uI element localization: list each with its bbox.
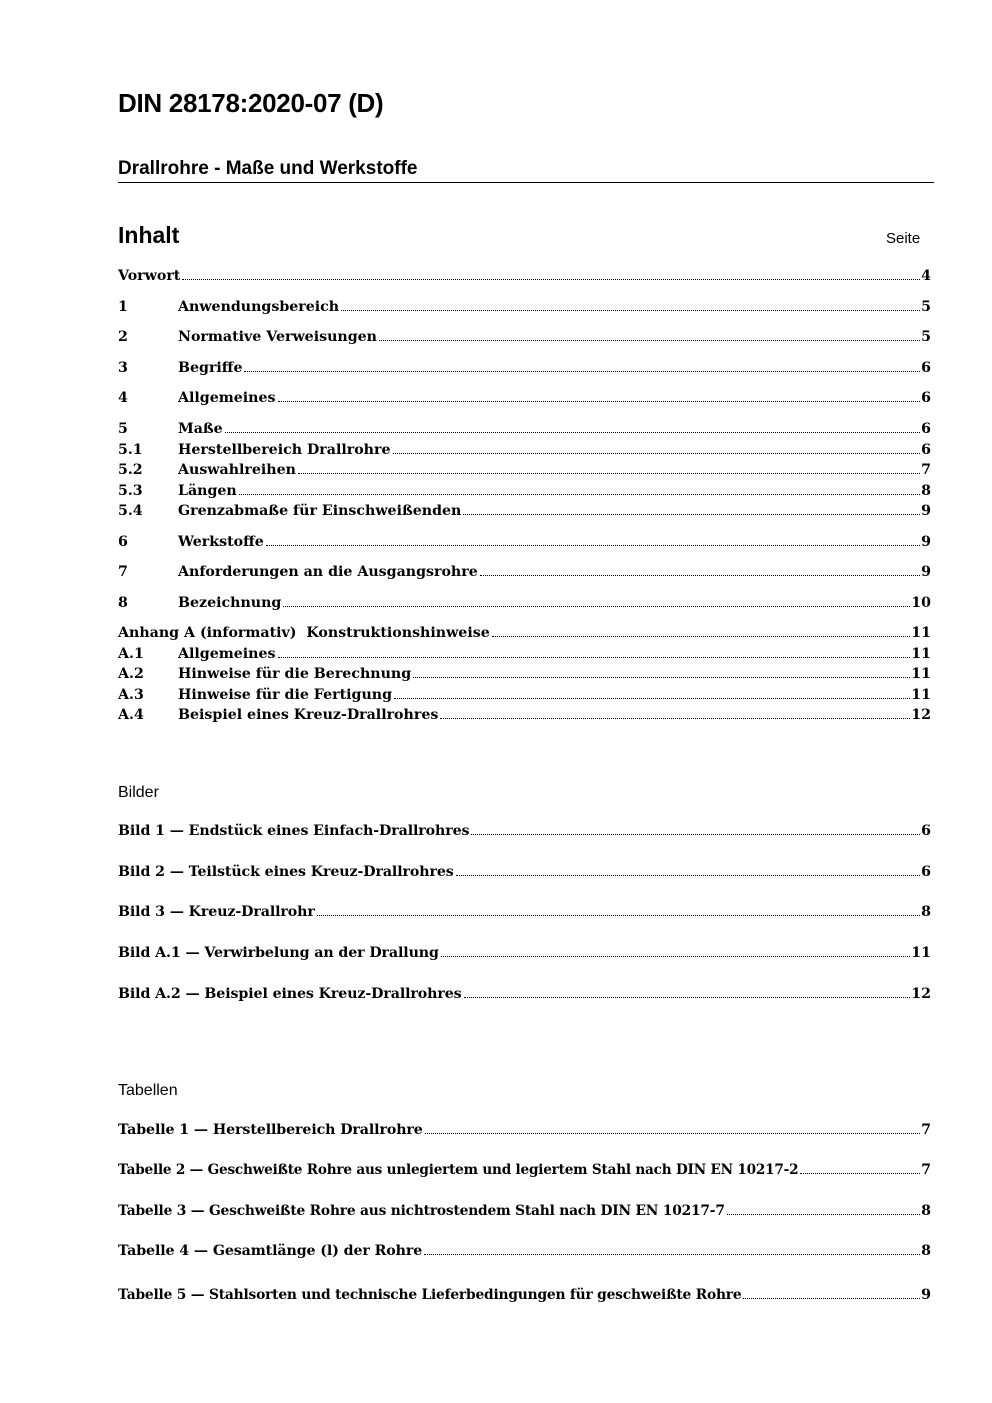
dot-leader [283, 606, 910, 607]
toc-entry-page: 11 [911, 666, 931, 682]
table-entry-text: Tabelle 3 — Geschweißte Rohre aus nichtrostendem Stahl nach DIN EN 10217-7 [118, 1203, 725, 1219]
toc-entry-text: Beispiel eines Kreuz-Drallrohres [178, 707, 439, 723]
toc-entry-number: 1 [118, 299, 128, 315]
dot-leader [244, 371, 920, 372]
toc-entry-text: Auswahlreihen [178, 462, 296, 478]
toc-entry[interactable] [118, 360, 931, 380]
toc-entry[interactable] [118, 646, 931, 666]
dot-leader [278, 657, 911, 658]
toc-entry-text: Herstellbereich Drallrohre [178, 442, 391, 458]
table-entry-text: Tabelle 2 — Geschweißte Rohre aus unlegiertem und legiertem Stahl nach DIN EN 10217-2 [118, 1162, 799, 1178]
table-entry-page: 9 [921, 1287, 931, 1303]
toc-entry-page: 7 [921, 462, 931, 478]
toc-entry-number: 7 [118, 564, 128, 580]
dot-leader [492, 636, 911, 637]
dot-leader [441, 956, 910, 957]
toc-entry[interactable] [118, 462, 931, 482]
table-entry[interactable] [118, 1162, 931, 1182]
toc-entry-number: 6 [118, 534, 128, 550]
toc-entry[interactable] [118, 329, 931, 349]
toc-entry-number: 5.2 [118, 462, 143, 478]
table-entry[interactable] [118, 1122, 931, 1142]
toc-entry[interactable] [118, 625, 931, 645]
toc-entry-text: Grenzabmaße für Einschweißenden [178, 503, 462, 519]
toc-entry[interactable] [118, 421, 931, 441]
dot-leader [239, 494, 920, 495]
table-entry[interactable] [118, 1203, 931, 1223]
dot-leader [393, 453, 921, 454]
toc-entry-text: Längen [178, 483, 237, 499]
dot-leader [225, 432, 920, 433]
table-entry-text: Tabelle 4 — Gesamtlänge (l) der Rohre [118, 1243, 423, 1259]
toc-entry-number: A.4 [118, 707, 144, 723]
toc-entry[interactable] [118, 299, 931, 319]
toc-entry[interactable] [118, 707, 931, 727]
toc-entry[interactable] [118, 687, 931, 707]
toc-entry-text: Begriffe [178, 360, 243, 376]
toc-entry-text: Bezeichnung [178, 595, 282, 611]
toc-entry[interactable] [118, 666, 931, 686]
dot-leader [800, 1173, 920, 1174]
toc-entry-page: 6 [921, 390, 931, 406]
toc-heading: Inhalt [118, 222, 180, 248]
dot-leader [463, 514, 920, 515]
dot-leader [464, 997, 911, 998]
dot-leader [379, 340, 920, 341]
table-entry-page: 7 [921, 1162, 931, 1178]
table-entry-page: 8 [921, 1243, 931, 1259]
figure-entry-text: Bild 1 — Endstück eines Einfach-Drallrohres [118, 823, 470, 839]
toc-entry-number: 5 [118, 421, 128, 437]
figure-entry-text: Bild A.1 — Verwirbelung an der Drallung [118, 945, 439, 961]
toc-entry-text: Anwendungsbereich [178, 299, 340, 315]
table-entry-page: 7 [921, 1122, 931, 1138]
figure-entry-page: 6 [921, 864, 931, 880]
figure-entry-text: Bild A.2 — Beispiel eines Kreuz-Drallrohres [118, 986, 462, 1002]
figure-entry-text: Bild 2 — Teilstück eines Kreuz-Drallrohres [118, 864, 454, 880]
toc-entry-page: 9 [921, 503, 931, 519]
toc-entry-number: 3 [118, 360, 128, 376]
document-id: DIN 28178:2020-07 (D) [118, 88, 384, 118]
toc-entry-text: Normative Verweisungen [178, 329, 377, 345]
toc-entry-text: Anforderungen an die Ausgangsrohre [178, 564, 478, 580]
dot-leader [394, 698, 910, 699]
table-entry-text: Tabelle 5 — Stahlsorten und technische Lieferbedingungen für geschweißte Rohre [118, 1287, 742, 1303]
figure-entry-page: 12 [911, 986, 931, 1002]
tables-heading: Tabellen [118, 1082, 178, 1099]
figure-entry-page: 6 [921, 823, 931, 839]
toc-entry-page: 12 [911, 707, 931, 723]
toc-entry-number: 5.4 [118, 503, 143, 519]
toc-entry-page: 9 [921, 534, 931, 550]
toc-entry-number: A.1 [118, 646, 144, 662]
toc-entry-page: 6 [921, 442, 931, 458]
figure-entry-page: 11 [911, 945, 931, 961]
toc-entry-page: 5 [921, 299, 931, 315]
toc-entry-page: 4 [921, 268, 931, 284]
toc-entry-page: 6 [921, 360, 931, 376]
dot-leader [456, 875, 920, 876]
dot-leader [743, 1298, 920, 1299]
toc-entry-page: 10 [911, 595, 931, 611]
toc-entry-number: 4 [118, 390, 128, 406]
dot-leader [278, 401, 921, 402]
dot-leader [425, 1133, 920, 1134]
title-divider [118, 182, 934, 183]
dot-leader [727, 1214, 920, 1215]
dot-leader [480, 575, 920, 576]
toc-entry-number: 8 [118, 595, 128, 611]
toc-entry-page: 11 [911, 646, 931, 662]
toc-entry-text: Vorwort [118, 268, 181, 284]
figure-entry[interactable] [118, 864, 931, 884]
figure-entry[interactable] [118, 904, 931, 924]
toc-entry-number: A.3 [118, 687, 144, 703]
dot-leader [440, 718, 910, 719]
toc-entry[interactable] [118, 595, 931, 615]
table-entry-page: 8 [921, 1203, 931, 1219]
dot-leader [298, 473, 920, 474]
toc-entry-text: Anhang A (informativ) Konstruktionshinweise [118, 625, 490, 641]
document-title: Drallrohre - Maße und Werkstoffe [118, 158, 418, 179]
toc-entry[interactable] [118, 534, 931, 554]
dot-leader [471, 834, 920, 835]
table-entry[interactable] [118, 1243, 931, 1263]
toc-entry-page: 9 [921, 564, 931, 580]
toc-entry-number: 5.3 [118, 483, 143, 499]
toc-entry[interactable] [118, 442, 931, 462]
toc-entry-number: A.2 [118, 666, 144, 682]
toc-entry-text: Allgemeines [178, 390, 276, 406]
toc-entry-text: Hinweise für die Berechnung [178, 666, 412, 682]
toc-entry-text: Allgemeines [178, 646, 276, 662]
dot-leader [266, 545, 920, 546]
toc-entry[interactable] [118, 390, 931, 410]
toc-entry-text: Hinweise für die Fertigung [178, 687, 393, 703]
toc-entry-page: 5 [921, 329, 931, 345]
toc-entry[interactable] [118, 503, 931, 523]
toc-entry-number: 2 [118, 329, 128, 345]
table-entry[interactable] [118, 1287, 931, 1307]
table-entry-text: Tabelle 1 — Herstellbereich Drallrohre [118, 1122, 423, 1138]
dot-leader [182, 279, 920, 280]
toc-entry-text: Maße [178, 421, 223, 437]
dot-leader [341, 310, 920, 311]
toc-entry-page: 11 [911, 687, 931, 703]
dot-leader [413, 677, 910, 678]
figure-entry[interactable] [118, 823, 931, 843]
toc-entry-text: Werkstoffe [178, 534, 264, 550]
page-column-label: Seite [886, 230, 921, 247]
figure-entry[interactable] [118, 986, 931, 1006]
toc-entry[interactable] [118, 564, 931, 584]
toc-entry-number: 5.1 [118, 442, 143, 458]
toc-entry-page: 8 [921, 483, 931, 499]
dot-leader [424, 1254, 920, 1255]
figures-heading: Bilder [118, 784, 159, 801]
figure-entry-page: 8 [921, 904, 931, 920]
figure-entry[interactable] [118, 945, 931, 965]
dot-leader [317, 915, 920, 916]
figure-entry-text: Bild 3 — Kreuz-Drallrohr [118, 904, 315, 920]
toc-entry-page: 6 [921, 421, 931, 437]
toc-entry-page: 11 [911, 625, 931, 641]
toc-entry[interactable] [118, 483, 931, 503]
toc-entry[interactable] [118, 268, 931, 288]
